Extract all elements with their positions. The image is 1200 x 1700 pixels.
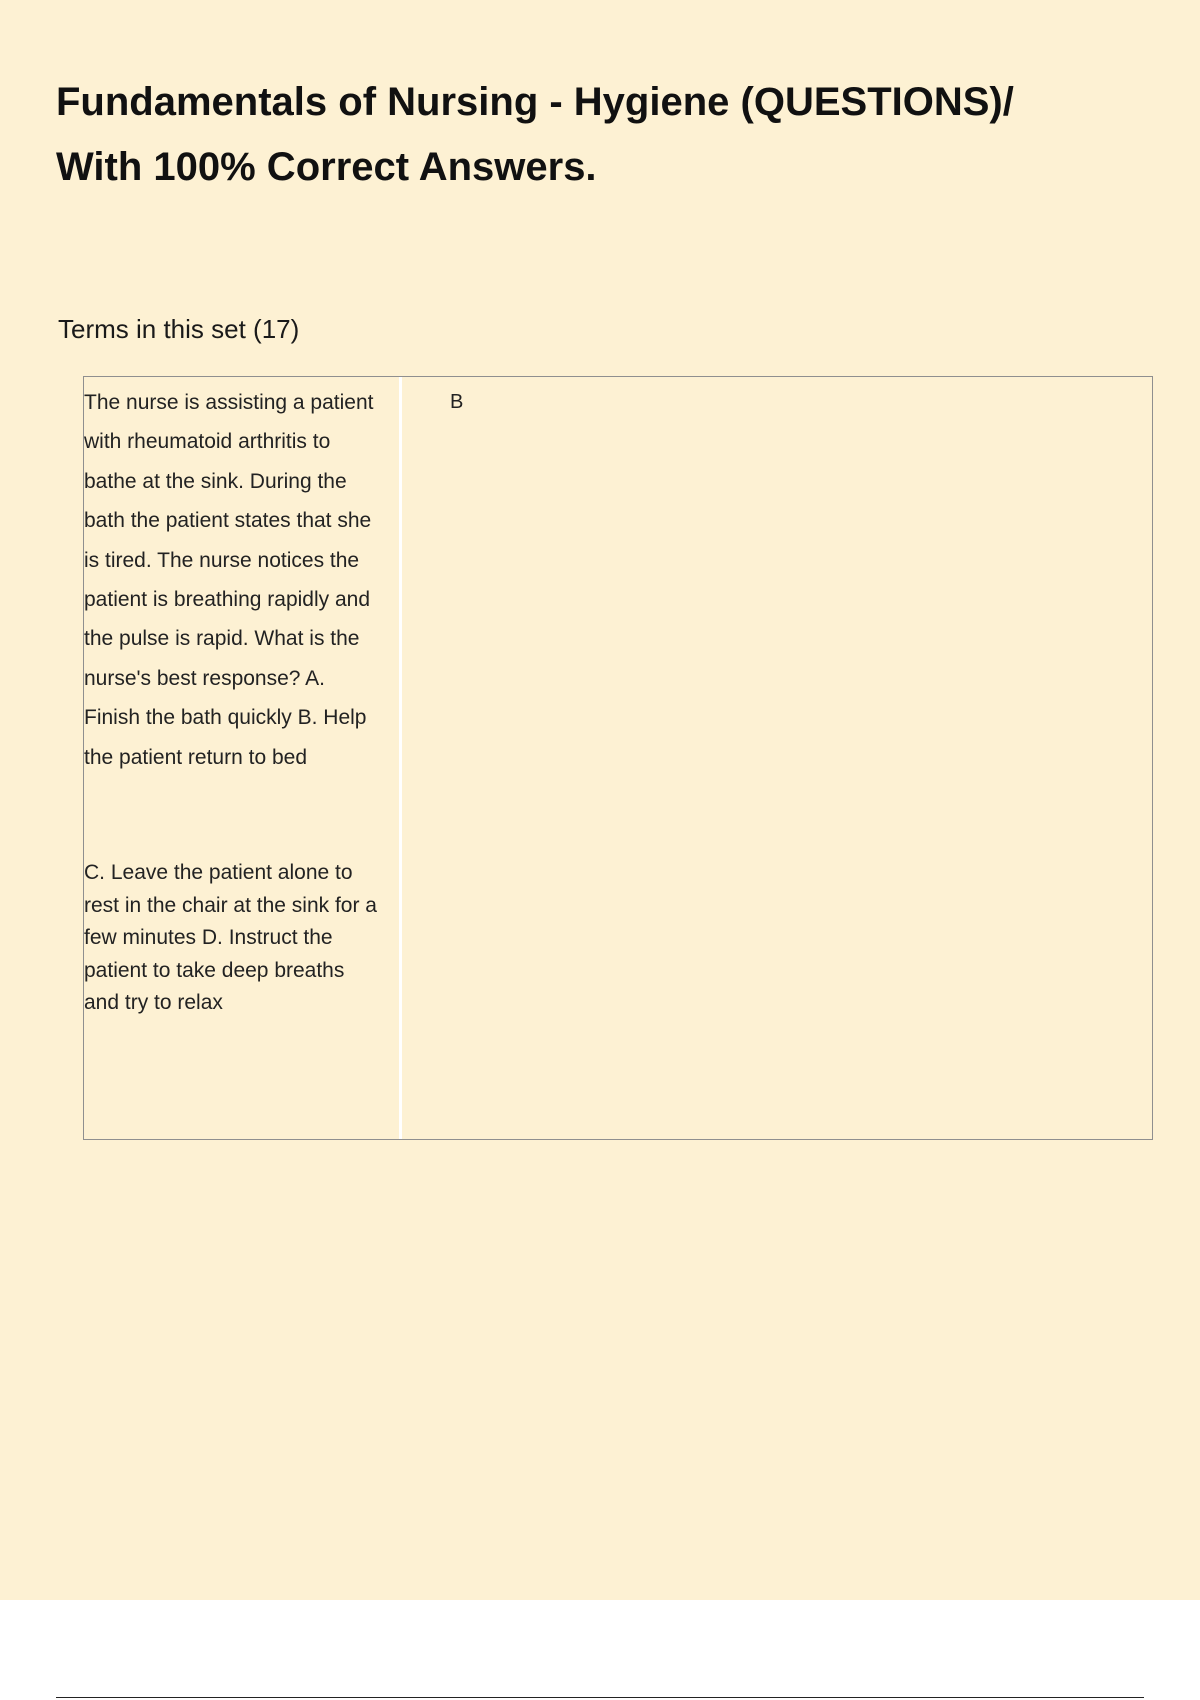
question-options-text: C. Leave the patient alone to rest in the chair at the sink for a few minutes D. Instruct the patient to take deep breaths and try to relax (84, 861, 377, 1014)
term-answer-cell (402, 377, 1152, 1139)
term-question-cell (84, 377, 402, 1139)
answer-text: B (450, 391, 464, 413)
terms-count-heading: Terms in this set (17) (58, 314, 300, 344)
document-title: Fundamentals of Nursing - Hygiene (QUESTIONS)/ With 100% Correct Answers. (56, 80, 1014, 189)
question-text: The nurse is assisting a patient with rheumatoid arthritis to bathe at the sink. During the bath the patient states that she is tired. The nurse notices the patient is breathing rapidly and the pulse is rapid. What is the nurse's best response? A. Finish the bath quickly B. Help the patient return to bed (84, 391, 374, 769)
footer-divider (56, 1697, 1144, 1698)
term-card (83, 376, 1153, 1140)
